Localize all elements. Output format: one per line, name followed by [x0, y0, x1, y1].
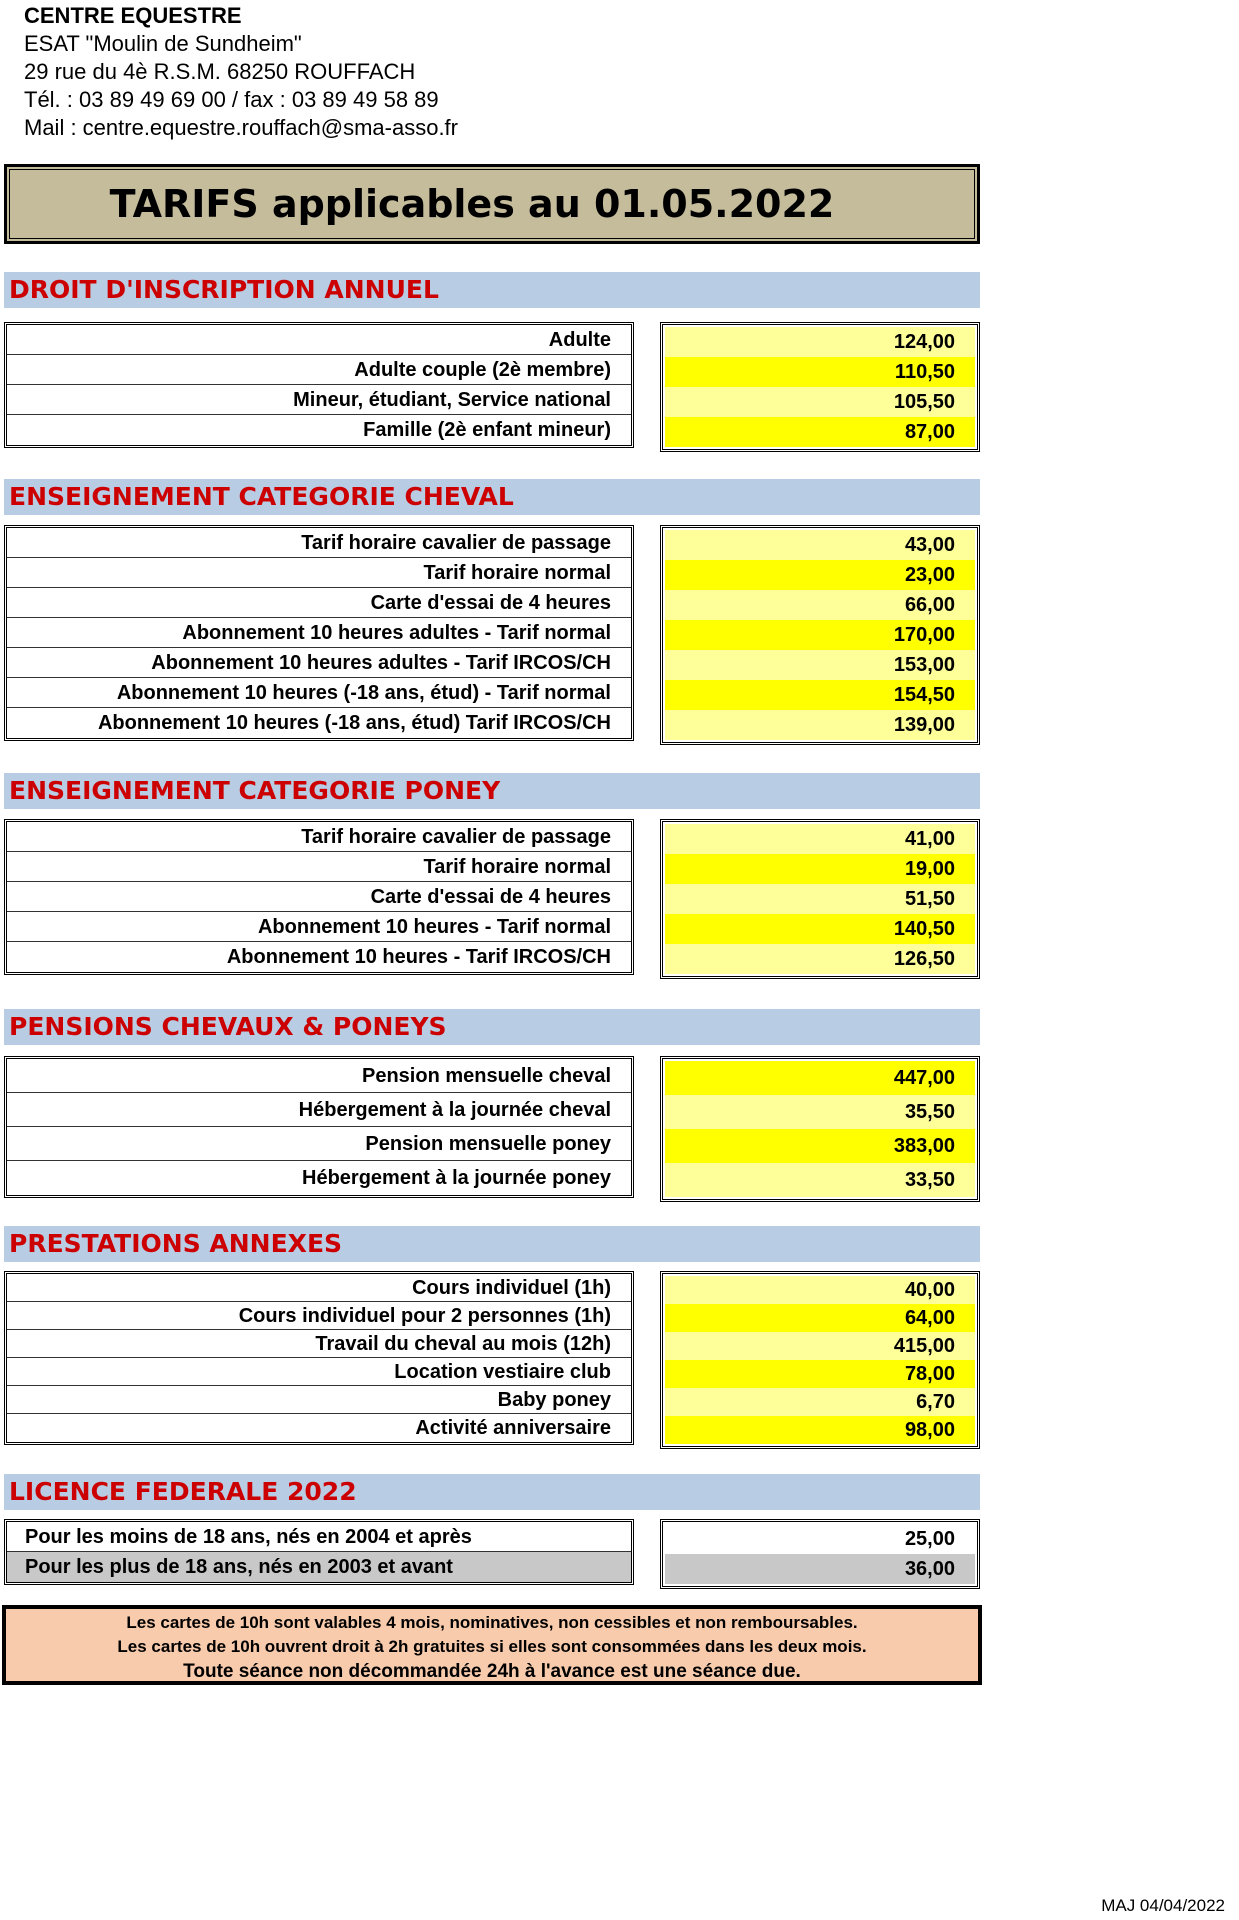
- row-price: 43,00: [665, 530, 975, 560]
- row-label: Abonnement 10 heures (-18 ans, étud) - Tarif normal: [7, 678, 631, 708]
- row-price: 33,50: [665, 1163, 975, 1197]
- cheval-prices: [660, 525, 980, 745]
- annexes-prices: [660, 1271, 980, 1449]
- section-heading-inscription: DROIT D'INSCRIPTION ANNUEL: [4, 272, 980, 308]
- poney-labels: [4, 819, 634, 975]
- row-label: Abonnement 10 heures (-18 ans, étud) Tarif IRCOS/CH: [97, 712, 611, 734]
- row-label: Abonnement 10 heures adultes - Tarif normal: [7, 618, 631, 648]
- phone-fax: Tél. : 03 89 49 69 00 / fax : 03 89 49 58 89: [24, 87, 439, 112]
- email: Mail : centre.equestre.rouffach@sma-asso.fr: [24, 115, 458, 140]
- title-box: [4, 164, 980, 244]
- row-price: 139,00: [665, 710, 975, 740]
- row-price: 153,00: [665, 650, 975, 680]
- section-heading-licence: LICENCE FEDERALE 2022: [4, 1474, 980, 1510]
- row-price: 383,00: [665, 1129, 975, 1163]
- row-price: 36,00: [665, 1554, 975, 1584]
- row-label: Pension mensuelle cheval: [7, 1059, 631, 1093]
- row-price: 25,00: [904, 1528, 955, 1550]
- row-price: 66,00: [665, 590, 975, 620]
- update-date: MAJ 04/04/2022: [1101, 1896, 1225, 1915]
- inscription-prices: [660, 322, 980, 452]
- row-label: Mineur, étudiant, Service national: [7, 385, 631, 415]
- row-label: Tarif horaire normal: [7, 558, 631, 588]
- row-price: 105,50: [665, 387, 975, 417]
- row-price: 87,00: [665, 417, 975, 447]
- row-label: Abonnement 10 heures adultes - Tarif IRCOS/CH: [7, 648, 631, 678]
- licence-labels: [4, 1519, 634, 1585]
- licence-prices: [660, 1519, 980, 1589]
- section-heading-annexes: PRESTATIONS ANNEXES: [4, 1226, 980, 1262]
- section-heading-pensions: PENSIONS CHEVAUX & PONEYS: [4, 1009, 980, 1045]
- section-heading-poney: ENSEIGNEMENT CATEGORIE PONEY: [4, 773, 980, 809]
- row-label: Carte d'essai de 4 heures: [7, 882, 631, 912]
- row-price: 78,00: [665, 1360, 975, 1388]
- row-label: Pour les moins de 18 ans, nés en 2004 et après: [7, 1522, 631, 1552]
- row-label: Hébergement à la journée poney: [302, 1167, 611, 1189]
- row-label: Tarif horaire cavalier de passage: [7, 528, 631, 558]
- row-label: Adulte couple (2è membre): [7, 355, 631, 385]
- row-label: Cours individuel (1h): [7, 1274, 631, 1302]
- row-price: 64,00: [665, 1304, 975, 1332]
- note-line: Toute séance non décommandée 24h à l'avance est une séance due.: [183, 1661, 801, 1682]
- row-price: 447,00: [665, 1061, 975, 1095]
- row-price: 41,00: [665, 824, 975, 854]
- row-label: Carte d'essai de 4 heures: [7, 588, 631, 618]
- row-label: Location vestiaire club: [7, 1358, 631, 1386]
- inscription-labels: [4, 322, 634, 448]
- row-label: Hébergement à la journée cheval: [7, 1093, 631, 1127]
- row-label: Tarif horaire normal: [7, 852, 631, 882]
- org-name: CENTRE EQUESTRE: [24, 3, 242, 28]
- row-price: 23,00: [665, 560, 975, 590]
- row-label: Abonnement 10 heures - Tarif normal: [7, 912, 631, 942]
- row-price: 140,50: [665, 914, 975, 944]
- poney-prices: [660, 819, 980, 979]
- row-label: Baby poney: [7, 1386, 631, 1414]
- row-label: Activité anniversaire: [415, 1417, 611, 1439]
- row-label: Tarif horaire cavalier de passage: [7, 822, 631, 852]
- row-label: Pour les plus de 18 ans, nés en 2003 et avant: [7, 1552, 631, 1582]
- row-price: 126,50: [665, 944, 975, 974]
- notes-box: [2, 1605, 982, 1685]
- row-price: 415,00: [665, 1332, 975, 1360]
- note-line: Les cartes de 10h ouvrent droit à 2h gratuites si elles sont consommées dans les deux mois.: [117, 1637, 867, 1656]
- row-label: Travail du cheval au mois (12h): [7, 1330, 631, 1358]
- row-price: 51,50: [665, 884, 975, 914]
- row-label: Adulte: [7, 325, 631, 355]
- row-price: 40,00: [665, 1276, 975, 1304]
- row-label: Pension mensuelle poney: [7, 1127, 631, 1161]
- row-price: 35,50: [665, 1095, 975, 1129]
- row-price: 19,00: [665, 854, 975, 884]
- row-label: Abonnement 10 heures - Tarif IRCOS/CH: [226, 946, 611, 968]
- row-price: 110,50: [665, 357, 975, 387]
- annexes-labels: [4, 1271, 634, 1445]
- row-price: 124,00: [665, 327, 975, 357]
- section-heading-cheval: ENSEIGNEMENT CATEGORIE CHEVAL: [4, 479, 980, 515]
- org-line: ESAT "Moulin de Sundheim": [24, 31, 302, 56]
- row-price: 6,70: [665, 1388, 975, 1416]
- row-price: 154,50: [665, 680, 975, 710]
- row-label: Cours individuel pour 2 personnes (1h): [7, 1302, 631, 1330]
- row-price: 170,00: [665, 620, 975, 650]
- address: 29 rue du 4è R.S.M. 68250 ROUFFACH: [24, 59, 416, 84]
- row-label: Famille (2è enfant mineur): [363, 419, 611, 441]
- page-title: TARIFS applicables au 01.05.2022: [109, 182, 835, 226]
- row-price: 98,00: [665, 1416, 975, 1444]
- pensions-prices: [660, 1056, 980, 1202]
- header: [24, 2, 458, 142]
- cheval-labels: [4, 525, 634, 741]
- note-line: Les cartes de 10h sont valables 4 mois, nominatives, non cessibles et non remboursables.: [126, 1613, 858, 1632]
- pensions-labels: [4, 1056, 634, 1198]
